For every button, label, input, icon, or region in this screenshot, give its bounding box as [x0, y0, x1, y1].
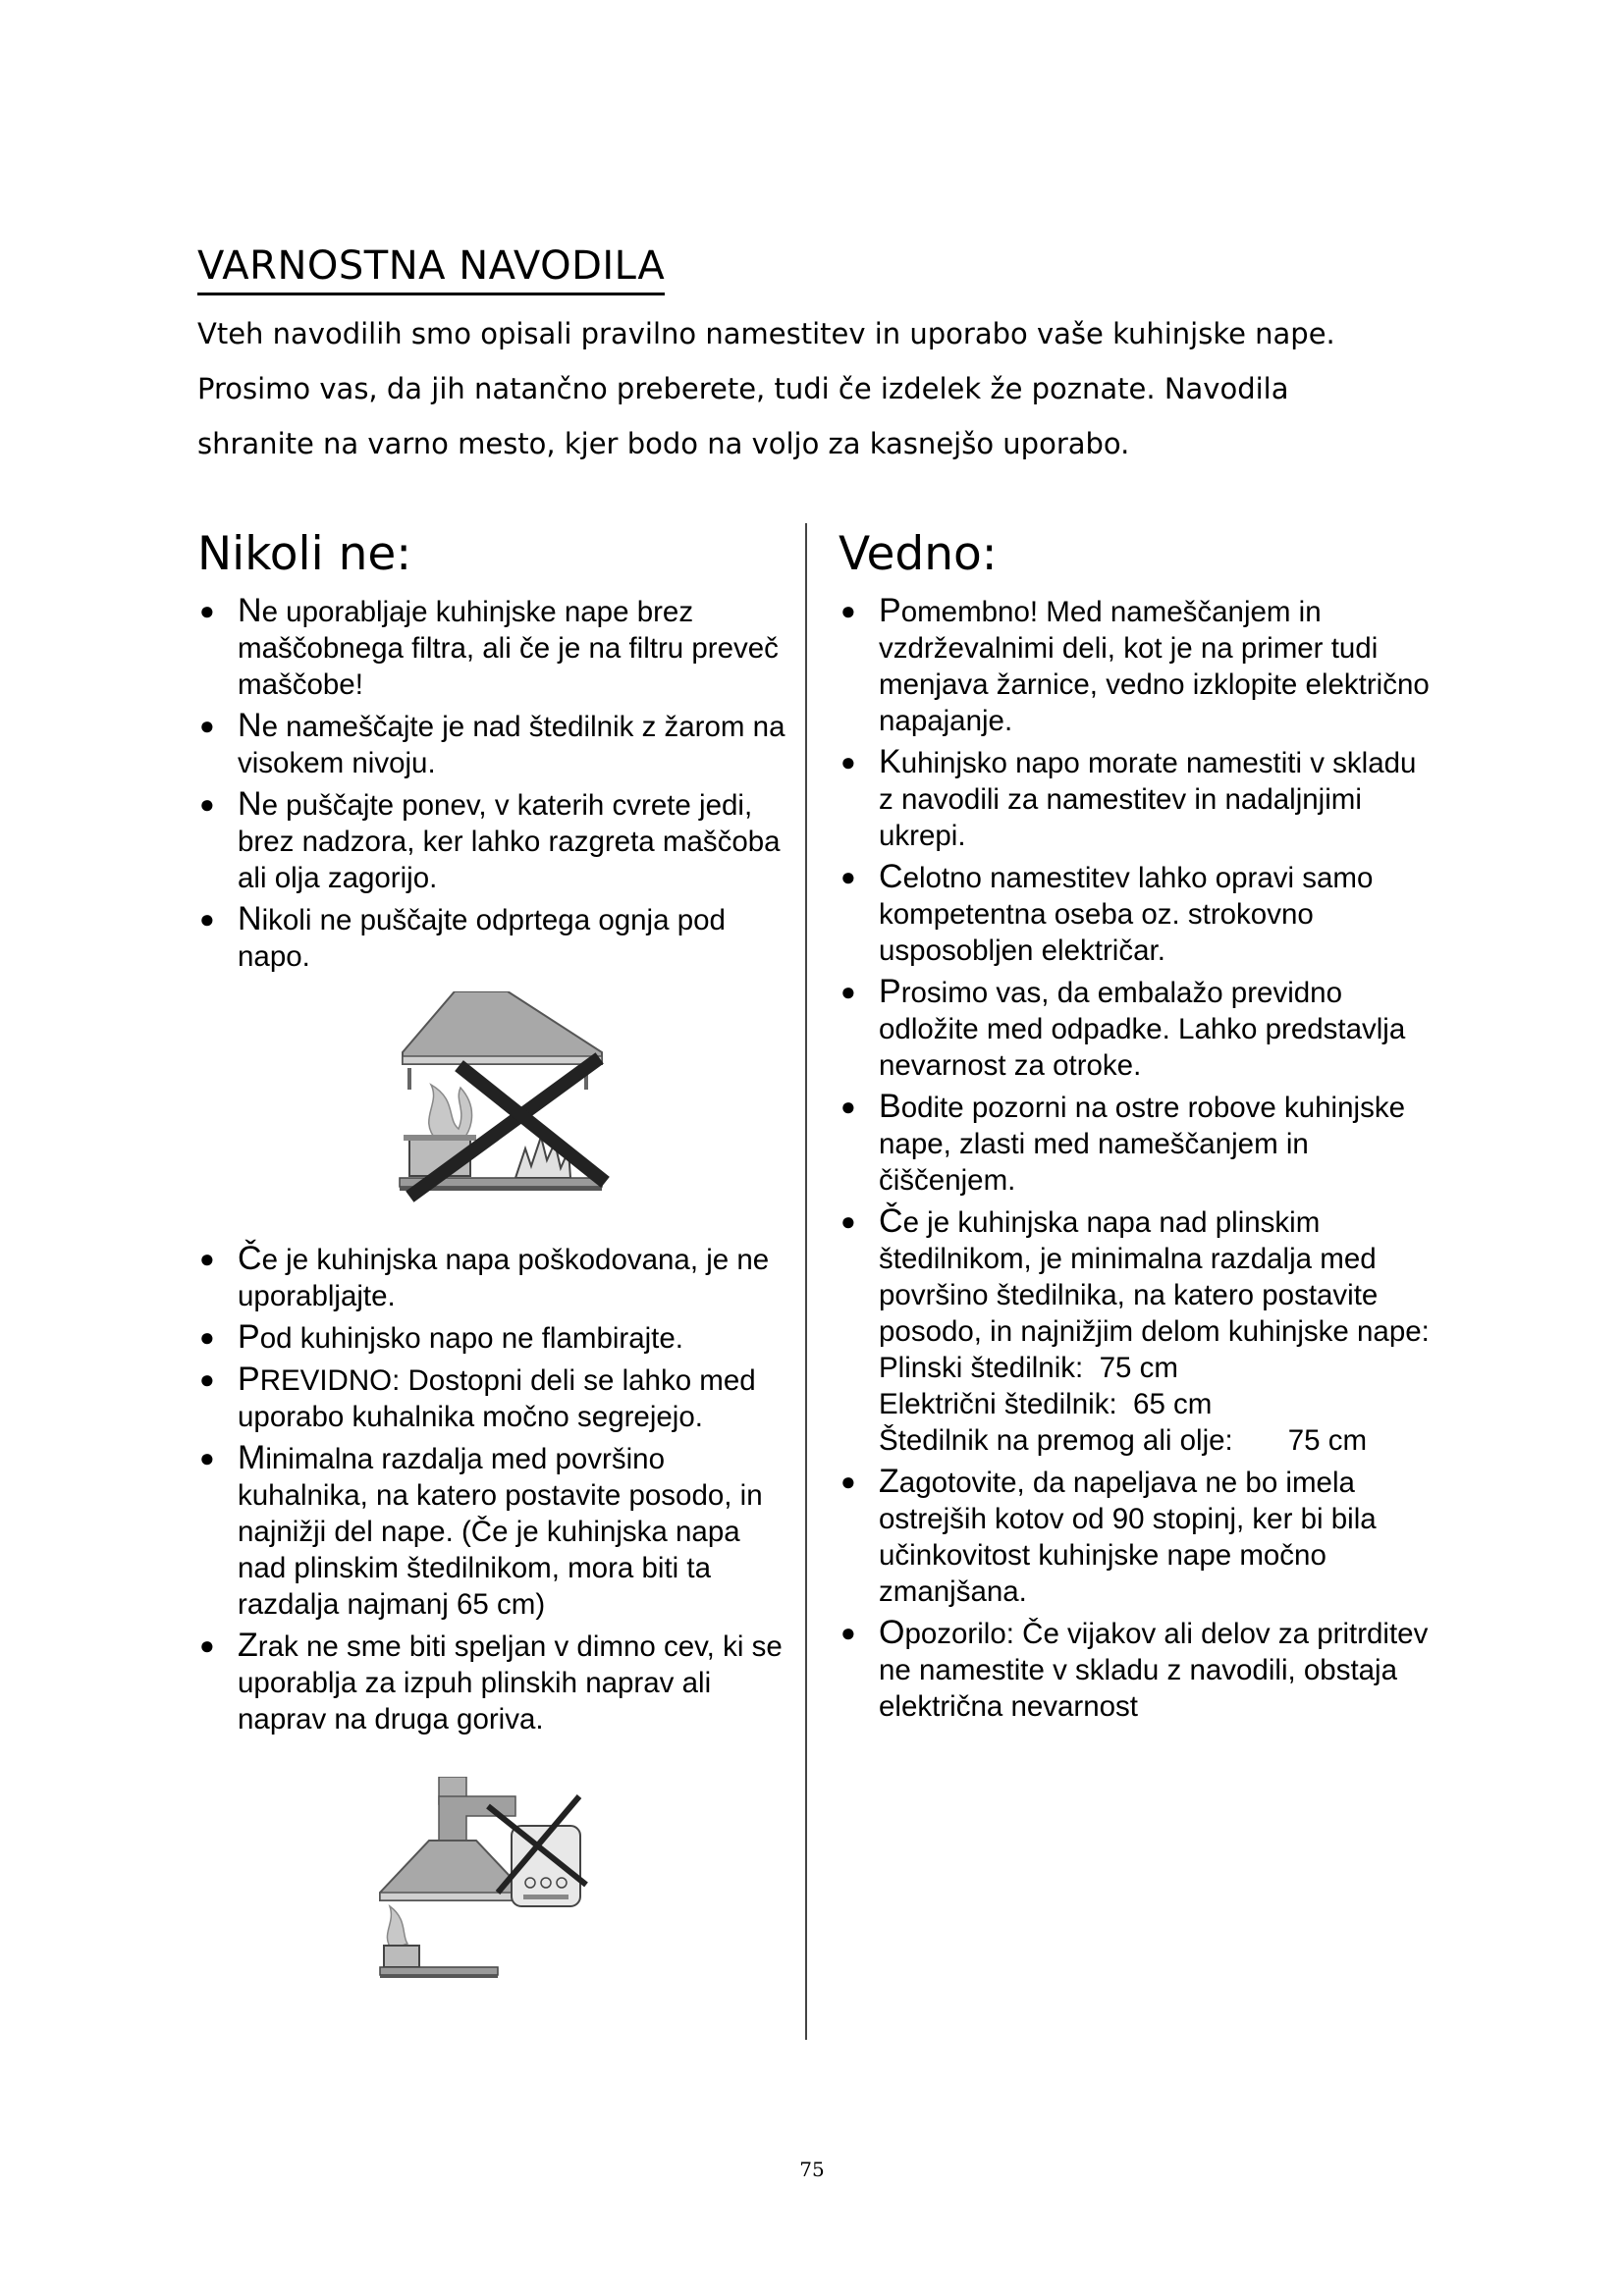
always-list — [839, 593, 1437, 1730]
list-item: ● Celotno namestitev lahko opravi samo kompetentna oseba oz. strokovno usposobljen električar. — [840, 858, 1374, 967]
distance-row: Električni štedilnik: 65 cm — [879, 1388, 1213, 1420]
bullet-icon: ● — [199, 1364, 215, 1394]
never-heading: Nikoli ne: — [197, 527, 412, 581]
list-item: ● Če je kuhinjska napa poškodovana, je ne uporabljajte. — [199, 1240, 770, 1312]
always-heading: Vedno: — [839, 527, 998, 581]
bullet-icon: ● — [840, 596, 856, 625]
bullet-icon: ● — [840, 1467, 856, 1496]
bullet-icon: ● — [199, 789, 215, 819]
page-title: VARNOSTNA NAVODILA — [197, 241, 665, 295]
bullet-icon: ● — [199, 596, 215, 625]
bullet-icon: ● — [840, 977, 856, 1006]
bullet-icon: ● — [199, 904, 215, 934]
distance-row: Štedilnik na premog ali olje: 75 cm — [879, 1424, 1368, 1457]
list-item: ● Minimalna razdalja med površino kuhalnika, na katero postavite posodo, in najnižji del nape. (Če je kuhinjska napa nad plinskim štedilnikom, mora biti ta razdalja najmanj 65 cm) — [199, 1439, 763, 1621]
list-item: ● Nikoli ne puščajte odprtega ognja pod napo. — [199, 900, 726, 973]
list-item: ● Če je kuhinjska napa nad plinskim štedilnikom, je minimalna razdalja med površino štedilnika, na katero postavite posodo, in najnižjim delom kuhinjske nape: Plinski štedilnik: 75 cm Električni štedilnik: 65 cm Štedilnik na premog ali olje: 75 cm — [839, 1203, 1437, 1459]
list-item: ● Pomembno! Med nameščanjem in vzdrževalnimi deli, kot je na primer tudi menjava žarnice, vedno izklopite električno napajanje. — [840, 592, 1430, 737]
list-item: ● Ne puščajte ponev, v katerih cvrete jedi, brez nadzora, ker lahko razgreta maščoba ali olja zagorijo. — [199, 785, 781, 894]
intro-paragraph — [197, 306, 1435, 471]
intro-line-3: shranite na varno mesto, kjer bodo na voljo za kasnejšo uporabo. — [197, 427, 1130, 460]
intro-line-1: Vteh navodilih smo opisali pravilno namestitev in uporabo vaše kuhinjske nape. — [197, 317, 1335, 350]
distance-row: Plinski štedilnik: 75 cm — [879, 1352, 1178, 1384]
bullet-icon: ● — [199, 711, 215, 740]
list-item: ● Opozorilo: Če vijakov ali delov za pritrditev ne namestite v skladu z navodili, obstaja električna nevarnost — [840, 1614, 1429, 1723]
list-item: ● Ne uporabljaje kuhinjske nape brez maščobnega filtra, ali če je na filtru preveč maščobe! — [199, 592, 779, 701]
bullet-icon: ● — [840, 1206, 856, 1236]
hood-fire-crossed-illustration — [398, 991, 614, 1202]
never-list-bottom — [197, 1241, 796, 1742]
bullet-icon: ● — [199, 1443, 215, 1472]
bullet-icon: ● — [199, 1322, 215, 1352]
bullet-icon: ● — [840, 1092, 856, 1121]
never-list-top — [197, 593, 796, 980]
bullet-icon: ● — [199, 1630, 215, 1660]
list-item: ● Kuhinjsko napo morate namestiti v skladu z navodili za namestitev in nadaljnjimi ukrepi. — [840, 743, 1417, 852]
bullet-icon: ● — [840, 1618, 856, 1647]
list-item: ● Bodite pozorni na ostre robove kuhinjske nape, zlasti med nameščanjem in čiščenjem. — [840, 1088, 1405, 1197]
bullet-icon: ● — [840, 862, 856, 891]
list-item: ● Prosimo vas, da embalažo previdno odložite med odpadke. Lahko predstavlja nevarnost za otroke. — [840, 973, 1406, 1082]
bullet-icon: ● — [840, 747, 856, 776]
list-item: ● Zagotovite, da napeljava ne bo imela ostrejših kotov od 90 stopinj, ker bi bila učinkovitost kuhinjske nape močno zmanjšana. — [840, 1463, 1377, 1608]
list-item: ● Ne nameščajte je nad štedilnik z žarom na visokem nivoju. — [199, 707, 785, 779]
list-item: ● Zrak ne sme biti speljan v dimno cev, ki se uporablja za izpuh plinskih naprav ali naprav na druga goriva. — [199, 1627, 783, 1735]
column-divider — [805, 523, 807, 2040]
page-number: 75 — [799, 2158, 825, 2181]
bullet-icon: ● — [199, 1244, 215, 1273]
list-item: ● Pod kuhinjsko napo ne flambirajte. — [199, 1318, 683, 1356]
hood-duct-crossed-illustration — [378, 1777, 589, 1988]
list-item: ● PREVIDNO: Dostopni deli se lahko med uporabo kuhalnika močno segrejejo. — [199, 1361, 756, 1433]
intro-line-2: Prosimo vas, da jih natančno preberete, tudi če izdelek že poznate. Navodila — [197, 372, 1289, 405]
